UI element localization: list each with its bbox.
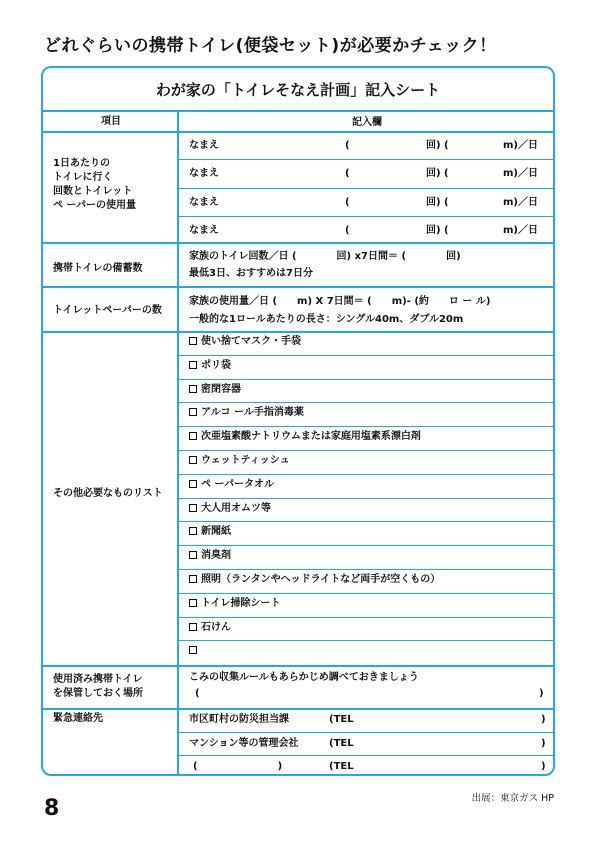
checklist-item-label: 大人用オムツ等 <box>201 502 271 514</box>
checkbox-icon[interactable] <box>189 575 197 583</box>
emergency-tel-label: (TEL <box>329 738 354 749</box>
checkbox-icon[interactable] <box>189 599 197 607</box>
usage-times-label: 回) ( <box>426 197 449 208</box>
usage-name-label: なまえ <box>189 225 219 236</box>
row-divider <box>177 216 553 217</box>
row-divider <box>177 159 553 160</box>
usage-meters-label: m)／日 <box>503 140 538 151</box>
checklist-item-label: 新聞紙 <box>201 526 231 538</box>
checklist-item-label: ペ ーパータオル <box>201 478 274 490</box>
checkbox-icon[interactable] <box>189 551 197 559</box>
checklist-item-label: ポリ袋 <box>201 359 231 371</box>
row-divider <box>43 665 553 667</box>
checklist-item-label: 次亜塩素酸ナトリウムまたは家庭用塩素系漂白剤 <box>201 431 421 443</box>
row-divider <box>177 355 553 356</box>
row-divider <box>43 286 553 288</box>
checklist-item[interactable] <box>189 383 241 397</box>
storage-open-paren: ( <box>195 688 200 699</box>
emergency-tel-label: (TEL <box>329 714 354 725</box>
storage-note: こみの収集ルールもあらかじめ調べておきましょう <box>189 672 419 683</box>
storage-label: 使用済み携帯トイレ を保管しておく場所 <box>53 674 143 699</box>
emergency-close-paren: ) <box>541 761 546 772</box>
usage-label: 1日あたりの トイレに行く 回数とトイレット ペ ーパーの使用量 <box>53 158 136 211</box>
emergency-contact-name: ( ) <box>193 761 283 772</box>
usage-meters-label: m)／日 <box>503 168 538 179</box>
usage-open-paren: ( <box>345 140 350 151</box>
checklist-item-label: 密閉容器 <box>201 383 241 395</box>
usage-open-paren: ( <box>345 225 350 236</box>
usage-meters-label: m)／日 <box>503 225 538 236</box>
checklist-item[interactable] <box>189 502 271 516</box>
checkbox-icon[interactable] <box>189 480 197 488</box>
stock-note: 最低3日、おすすめは7日分 <box>189 268 314 279</box>
page-heading: どれぐらいの携帯トイレ(便袋セット)が必要かチェック！ <box>44 36 497 56</box>
checklist-item[interactable] <box>189 335 301 349</box>
checklist-item-label: ウェットティッシュ <box>201 455 290 466</box>
row-divider <box>177 569 553 570</box>
emergency-label: 緊急連絡先 <box>53 713 103 724</box>
row-divider <box>43 708 553 710</box>
checkbox-icon[interactable] <box>189 432 197 440</box>
checklist-item[interactable] <box>189 430 421 444</box>
usage-times-label: 回) ( <box>426 168 449 179</box>
checklist-item-label: 使い捨てマスク・手袋 <box>201 336 301 347</box>
checklist-item-label: 照明（ランタンやヘッドライトなど両手が空くもの） <box>201 574 441 585</box>
usage-name-label: なまえ <box>189 140 219 151</box>
checklist-item-label: アルコ ール手指消毒薬 <box>201 407 304 419</box>
row-divider <box>177 498 553 499</box>
emergency-contact-name: マンション等の管理会社 <box>189 738 299 749</box>
checklist-item[interactable] <box>189 525 231 539</box>
checklist-item[interactable] <box>189 573 440 587</box>
paper-label: トイレットペーパーの数 <box>53 305 162 316</box>
page-number: 8 <box>44 796 60 821</box>
row-divider <box>177 617 553 618</box>
row-divider <box>177 188 553 189</box>
checklist-item[interactable] <box>189 644 201 658</box>
storage-close-paren: ) <box>539 688 544 699</box>
checkbox-icon[interactable] <box>189 504 197 512</box>
sheet-title: わが家の「トイレそなえ計画」記入シート <box>43 68 553 112</box>
usage-meters-label: m)／日 <box>503 197 538 208</box>
checklist-item[interactable] <box>189 359 231 373</box>
checklist-item[interactable] <box>189 478 274 492</box>
planning-sheet <box>41 66 555 776</box>
col-header-entry: 記入欄 <box>352 117 382 128</box>
checkbox-icon[interactable] <box>189 337 197 345</box>
stock-label: 携帯トイレの備蓄数 <box>53 263 143 274</box>
source-credit: 出展：東京ガス HP <box>471 793 554 804</box>
checkbox-icon[interactable] <box>189 408 197 416</box>
row-divider <box>43 131 553 133</box>
row-divider <box>177 755 553 756</box>
col-header-item: 項目 <box>101 116 121 127</box>
checkbox-icon[interactable] <box>189 456 197 464</box>
checkbox-icon[interactable] <box>189 527 197 535</box>
checklist-item[interactable] <box>189 597 281 611</box>
checklist-item-label: トイレ掃除シート <box>201 597 281 609</box>
row-divider <box>177 402 553 403</box>
row-divider <box>177 379 553 380</box>
checklist-item-label: 石けん <box>201 621 231 633</box>
checkbox-icon[interactable] <box>189 385 197 393</box>
column-divider <box>177 110 179 776</box>
paper-note: 一般的な1ロールあたりの長さ：シングル40m、ダブル20m <box>189 314 464 325</box>
row-divider <box>177 450 553 451</box>
checklist-item[interactable] <box>189 549 231 563</box>
usage-name-label: なまえ <box>189 197 219 208</box>
row-divider <box>177 593 553 594</box>
emergency-contact-name: 市区町村の防災担当課 <box>189 714 289 725</box>
checklist-item[interactable] <box>189 406 304 420</box>
stock-formula: 家族のトイレ回数／日 ( 回) x7日間＝ ( 回) <box>189 251 461 262</box>
checklist-item-label: 消臭剤 <box>201 550 231 562</box>
usage-open-paren: ( <box>345 168 350 179</box>
paper-formula: 家族の使用量／日 ( m) X 7日間＝ ( m)- (約 ロ ー ル) <box>189 296 491 307</box>
emergency-close-paren: ) <box>541 738 546 749</box>
checkbox-icon[interactable] <box>189 361 197 369</box>
row-divider <box>177 426 553 427</box>
usage-open-paren: ( <box>345 197 350 208</box>
checkbox-icon[interactable] <box>189 646 197 654</box>
emergency-tel-label: (TEL <box>329 761 354 772</box>
checkbox-icon[interactable] <box>189 623 197 631</box>
row-divider <box>43 331 553 333</box>
row-divider <box>177 521 553 522</box>
usage-name-label: なまえ <box>189 168 219 179</box>
usage-times-label: 回) ( <box>426 140 449 151</box>
row-divider <box>177 732 553 733</box>
row-divider <box>177 545 553 546</box>
checklist-item[interactable] <box>189 454 290 468</box>
row-divider <box>177 640 553 641</box>
checklist-item[interactable] <box>189 621 231 635</box>
other-items-label: その他必要なものリスト <box>53 488 163 499</box>
usage-times-label: 回) ( <box>426 225 449 236</box>
emergency-close-paren: ) <box>541 714 546 725</box>
row-divider <box>43 242 553 244</box>
row-divider <box>177 474 553 475</box>
